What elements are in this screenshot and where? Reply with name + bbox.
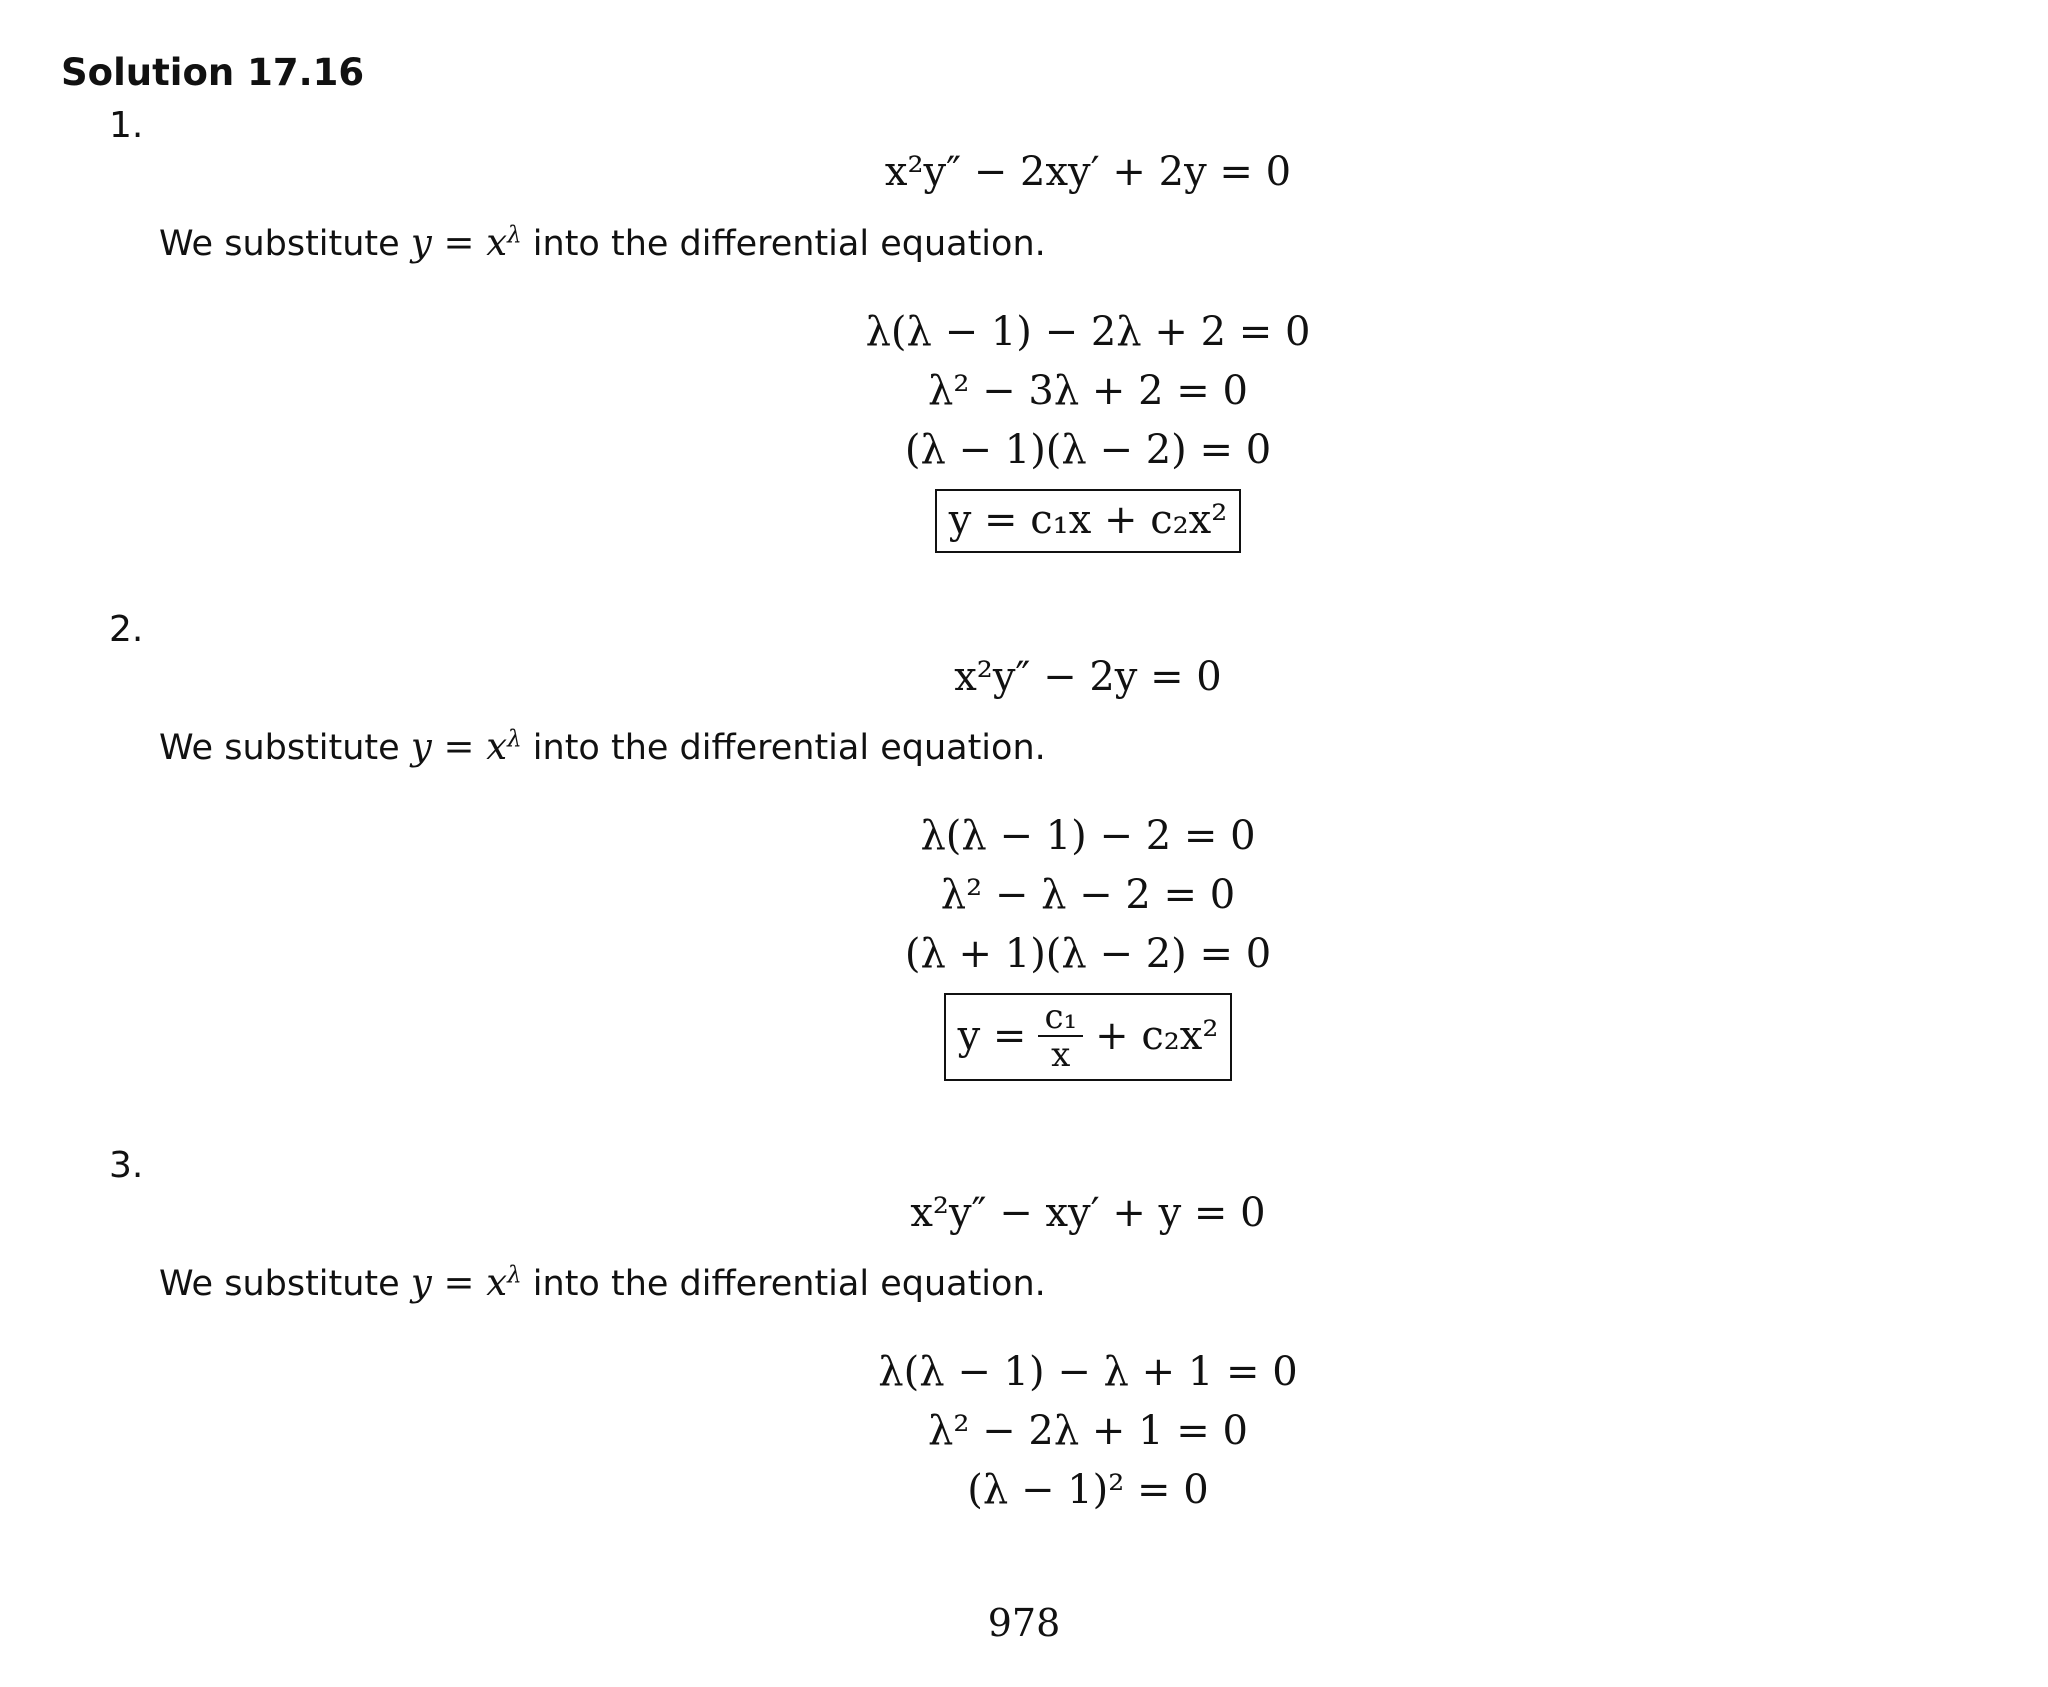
result-denominator: x	[1051, 1035, 1071, 1075]
problem-1-step-3: (λ − 1)(λ − 2) = 0	[904, 427, 1272, 473]
page-number: 978	[987, 1601, 1061, 1645]
prose-text-before: We substitute	[159, 224, 411, 264]
result-rhs: + c₂x²	[1095, 1013, 1219, 1059]
prose-substitution	[411, 221, 522, 264]
problem-3-number: 3.	[109, 1145, 144, 1186]
problem-3-step-1: λ(λ − 1) − λ + 1 = 0	[878, 1349, 1298, 1395]
result-numerator: c₁	[1038, 999, 1083, 1037]
problem-2-step-3: (λ + 1)(λ − 2) = 0	[904, 931, 1272, 977]
prose-substitution	[411, 725, 522, 768]
prose-substitution-exponent: λ	[507, 222, 522, 249]
problem-2-boxed-result	[944, 993, 1233, 1081]
problem-1-result-row	[0, 489, 2048, 553]
prose-substitution-exponent: λ	[507, 1262, 522, 1289]
prose-text-before: We substitute	[159, 728, 411, 768]
result-fraction	[1038, 999, 1083, 1073]
prose-text-after: into the differential equation.	[521, 728, 1046, 768]
problem-3-prose	[159, 1261, 1046, 1306]
prose-text-after: into the differential equation.	[521, 224, 1046, 264]
problem-3-step-3: (λ − 1)² = 0	[967, 1467, 1209, 1513]
problem-2-number: 2.	[109, 609, 144, 650]
problem-1-prose	[159, 221, 1046, 266]
prose-substitution	[411, 1261, 522, 1304]
problem-2-step-2: λ² − λ − 2 = 0	[940, 872, 1236, 918]
problem-1-number: 1.	[109, 105, 144, 146]
problem-3-equation: x²y″ − xy′ + y = 0	[910, 1190, 1266, 1236]
problem-1-step-2: λ² − 3λ + 2 = 0	[928, 368, 1248, 414]
prose-substitution-exponent: λ	[507, 726, 522, 753]
result-lhs: y =	[957, 1013, 1027, 1059]
problem-2-result-row	[0, 993, 2048, 1081]
prose-substitution-base: y = x	[410, 1261, 508, 1304]
prose-substitution-base: y = x	[410, 725, 508, 768]
problem-3-step-2: λ² − 2λ + 1 = 0	[928, 1408, 1248, 1454]
prose-substitution-base: y = x	[410, 221, 508, 264]
prose-text-after: into the differential equation.	[521, 1264, 1046, 1304]
prose-text-before: We substitute	[159, 1264, 411, 1304]
solution-heading: Solution 17.16	[61, 51, 365, 94]
problem-1-equation: x²y″ − 2xy′ + 2y = 0	[884, 149, 1292, 195]
problem-1-step-1: λ(λ − 1) − 2λ + 2 = 0	[865, 309, 1311, 355]
problem-2-equation: x²y″ − 2y = 0	[954, 654, 1222, 700]
problem-2-prose	[159, 725, 1046, 770]
problem-2-step-1: λ(λ − 1) − 2 = 0	[920, 813, 1256, 859]
problem-1-boxed-result: y = c₁x + c₂x²	[935, 489, 1242, 553]
